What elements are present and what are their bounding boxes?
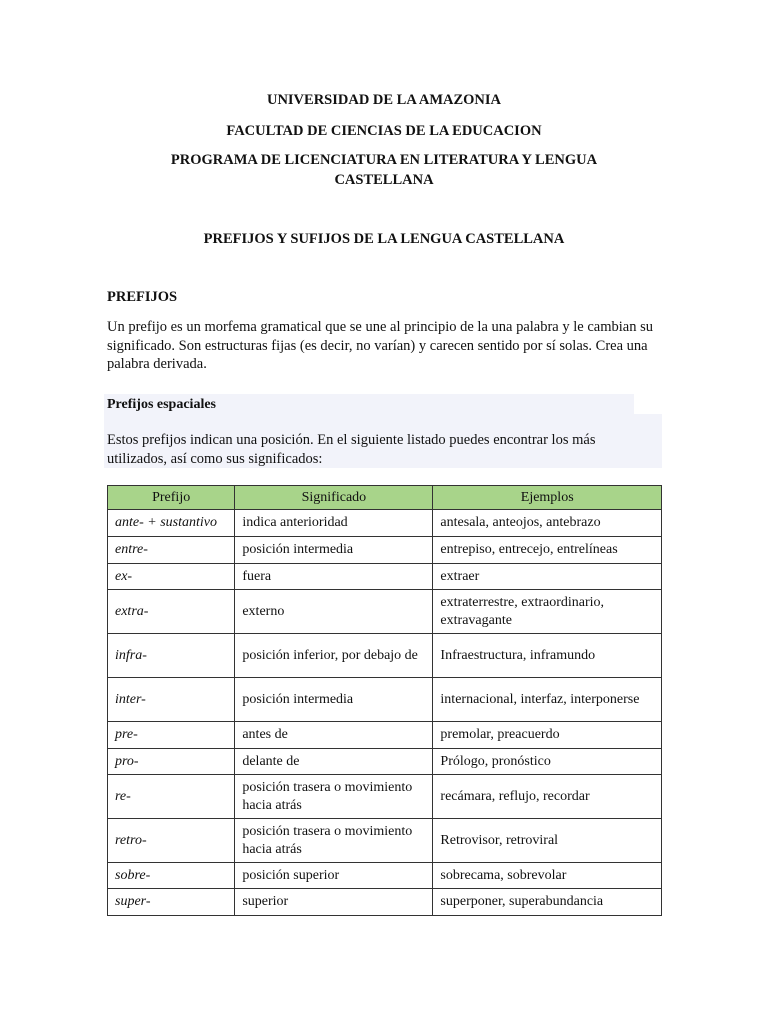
examples-cell: entrepiso, entrecejo, entrelíneas [433,537,662,564]
prefix-cell: entre- [108,537,235,564]
meaning-cell: externo [235,590,433,634]
prefix-cell: pre- [108,722,235,749]
meaning-cell: posición intermedia [235,678,433,722]
meaning-cell: delante de [235,749,433,775]
examples-cell: superponer, superabundancia [433,889,662,916]
examples-cell: antesala, anteojos, antebrazo [433,510,662,537]
prefix-cell: sobre- [108,863,235,889]
meaning-cell: superior [235,889,433,916]
prefix-cell: infra- [108,634,235,678]
prefix-cell: pro- [108,749,235,775]
table-header-row [108,486,662,510]
prefix-cell: ex- [108,564,235,590]
column-header-examples: Ejemplos [433,486,662,510]
meaning-cell: fuera [235,564,433,590]
subsection-title: Prefijos espaciales [107,397,216,412]
meaning-cell: posición intermedia [235,537,433,564]
table-row [108,775,662,819]
prefix-cell: re- [108,775,235,819]
university-name: UNIVERSIDAD DE LA AMAZONIA [266,92,502,108]
table-row [108,510,662,537]
subsection-description: Estos prefijos indican una posición. En el siguiente listado puedes encontrar los más utilizados, así como sus significados: [107,432,596,467]
table-row [108,537,662,564]
document-title: PREFIJOS Y SUFIJOS DE LA LENGUA CASTELLANA [203,231,565,247]
section-title: PREFIJOS [107,289,178,305]
meaning-cell: antes de [235,722,433,749]
prefix-table [107,485,662,916]
program-name: PROGRAMA DE LICENCIATURA EN LITERATURA Y LENGUA CASTELLANA [170,152,598,188]
examples-cell: internacional, interfaz, interponerse [433,678,662,722]
table-row [108,819,662,863]
prefix-cell: ante- + sustantivo [108,510,235,537]
meaning-cell: posición trasera o movimiento hacia atrás [235,775,433,819]
examples-cell: recámara, reflujo, recordar [433,775,662,819]
examples-cell: Infraestructura, inframundo [433,634,662,678]
meaning-cell: posición superior [235,863,433,889]
faculty-name: FACULTAD DE CIENCIAS DE LA EDUCACION [226,123,542,139]
table-row [108,590,662,634]
prefix-cell: inter- [108,678,235,722]
column-header-prefix: Prefijo [108,486,235,510]
table-row [108,863,662,889]
table-row [108,722,662,749]
meaning-cell: indica anterioridad [235,510,433,537]
examples-cell: extraer [433,564,662,590]
table-row [108,564,662,590]
examples-cell: Retrovisor, retroviral [433,819,662,863]
prefix-cell: super- [108,889,235,916]
table-row [108,749,662,775]
examples-cell: premolar, preacuerdo [433,722,662,749]
meaning-cell: posición inferior, por debajo de [235,634,433,678]
examples-cell: sobrecama, sobrevolar [433,863,662,889]
examples-cell: Prólogo, pronóstico [433,749,662,775]
table-row [108,634,662,678]
section-intro: Un prefijo es un morfema gramatical que se une al principio de la una palabra y le cambian su significado. Son estructuras fijas (es decir, no varían) y carecen sentido por sí solas. Crea una palabra derivada. [107,319,653,372]
column-header-meaning: Significado [235,486,433,510]
meaning-cell: posición trasera o movimiento hacia atrás [235,819,433,863]
table-row [108,889,662,916]
prefix-cell: retro- [108,819,235,863]
examples-cell: extraterrestre, extraordinario, extravagante [433,590,662,634]
prefix-cell: extra- [108,590,235,634]
table-row [108,678,662,722]
